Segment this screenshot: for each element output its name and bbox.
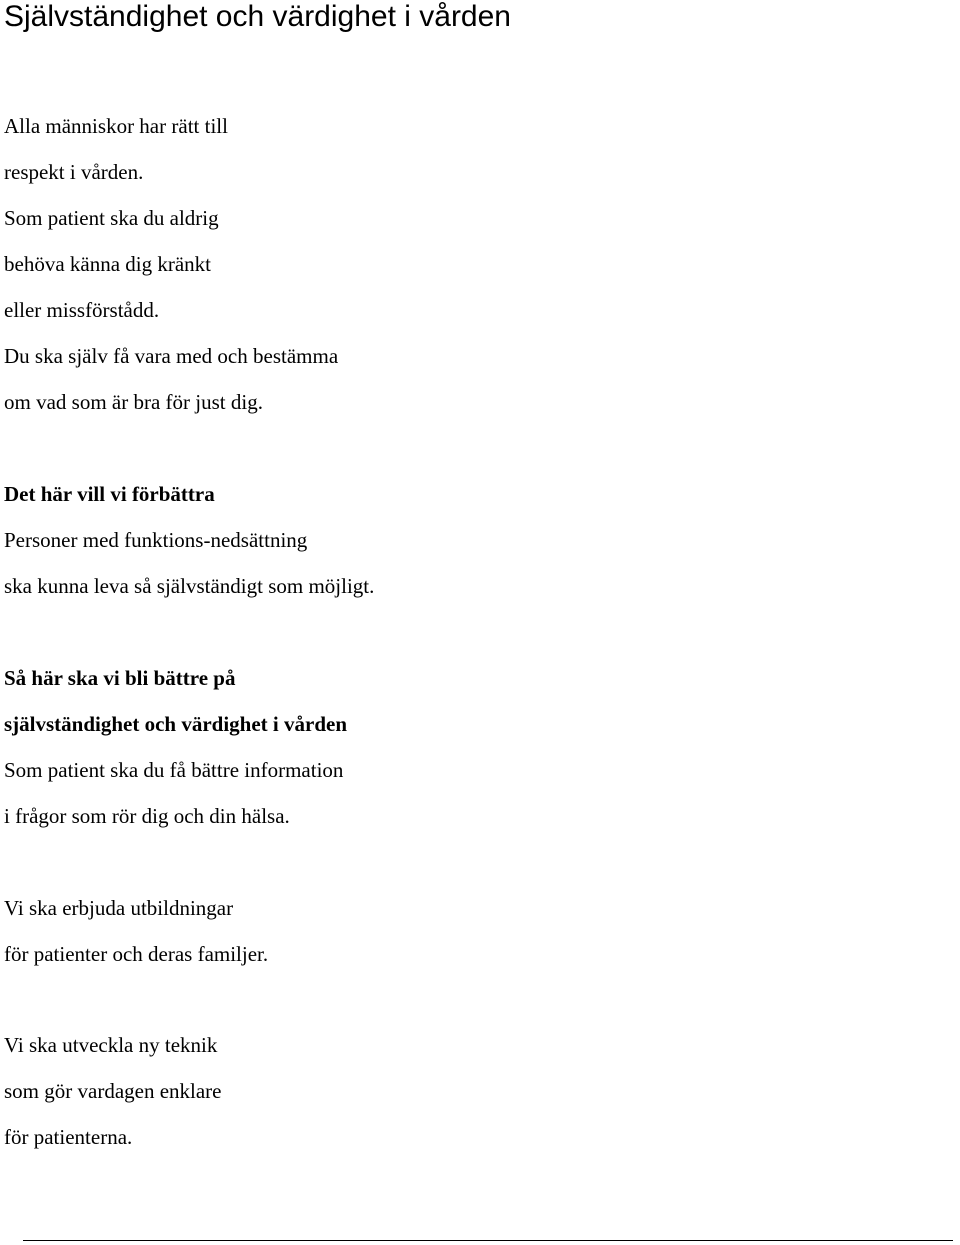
how-heading: Så här ska vi bli bättre på (4, 666, 236, 690)
improve-line: ska kunna leva så självständigt som möjligt. (4, 574, 375, 598)
how-heading: självständighet och värdighet i vården (4, 712, 348, 736)
intro-line: Som patient ska du aldrig (4, 206, 219, 230)
how-line: i frågor som rör dig och din hälsa. (4, 804, 290, 828)
technology-line: Vi ska utveckla ny teknik (4, 1033, 218, 1057)
education-line: för patienter och deras familjer. (4, 942, 269, 966)
improve-line: Personer med funktions-nedsättning (4, 528, 308, 552)
technology-line: som gör vardagen enklare (4, 1079, 222, 1103)
improve-heading: Det här vill vi förbättra (4, 482, 215, 506)
education-line: Vi ska erbjuda utbildningar (4, 896, 234, 920)
intro-line: behöva känna dig kränkt (4, 252, 212, 276)
intro-line: Du ska själv få vara med och bestämma (4, 344, 339, 368)
intro-line: respekt i vården. (4, 160, 144, 184)
intro-line: eller missförstådd. (4, 298, 160, 322)
how-line: Som patient ska du få bättre information (4, 758, 344, 782)
page-title: Självständighet och värdighet i vården (4, 0, 511, 33)
intro-line: om vad som är bra för just dig. (4, 390, 263, 414)
footer-divider (23, 1240, 953, 1241)
intro-line: Alla människor har rätt till (4, 114, 228, 138)
technology-line: för patienterna. (4, 1125, 133, 1149)
